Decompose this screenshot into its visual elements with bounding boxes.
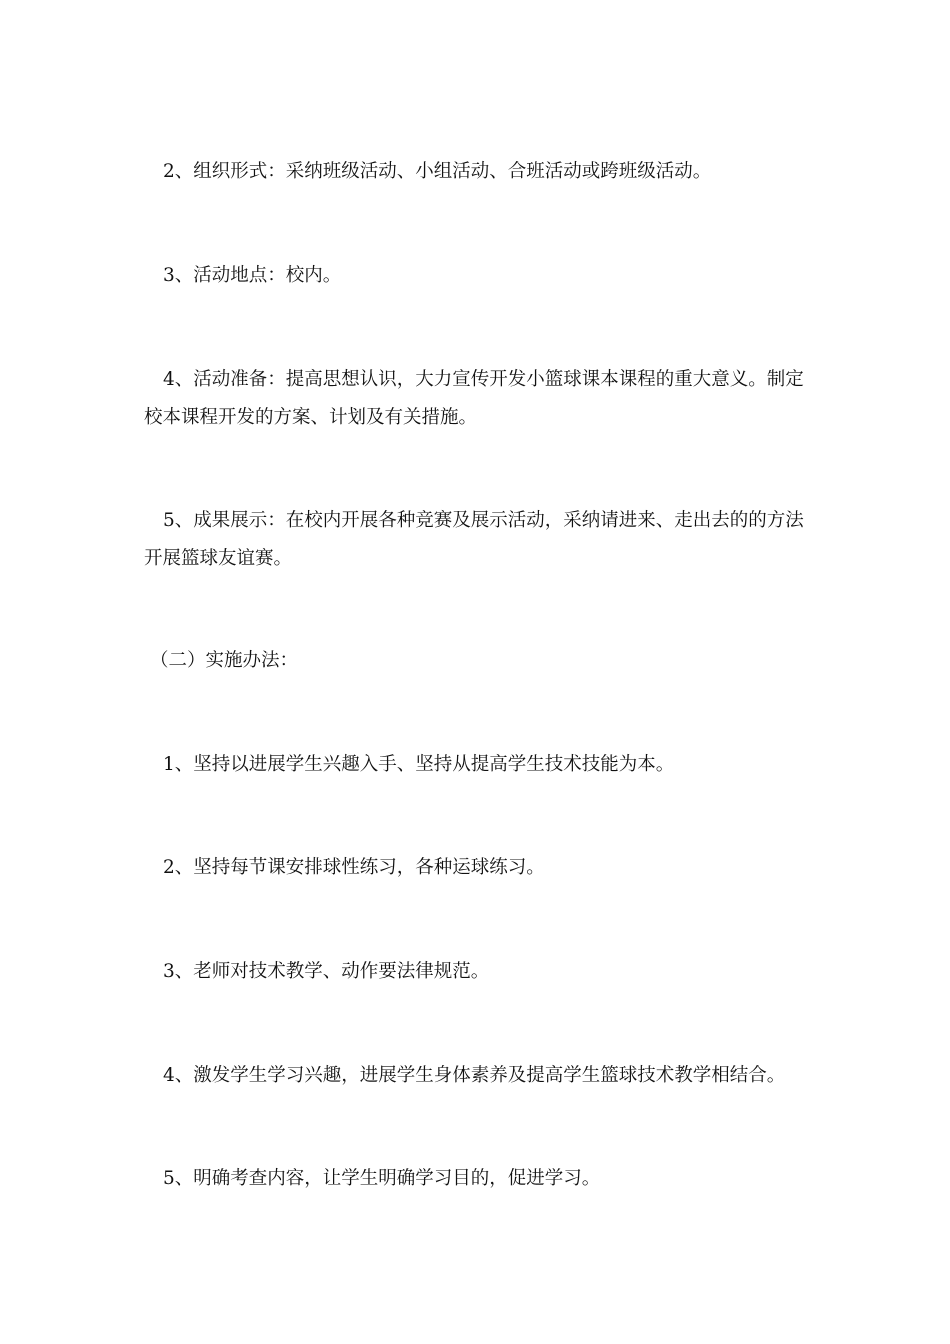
list-item-1: 1、坚持以进展学生兴趣入手、坚持从提高学生技术技能为本。 (163, 754, 675, 775)
list-item-2: 2、坚持每节课安排球性练习，各种运球练习。 (163, 857, 545, 878)
list-item-3: 3、老师对技术教学、动作要法律规范。 (163, 961, 490, 982)
paragraph-activity-preparation: 4、活动准备：提高思想认识，大力宣传开发小篮球课本课程的重大意义。制定校本课程开发的方案、计划及有关措施。 (144, 369, 804, 428)
paragraph-results-display: 5、成果展示：在校内开展各种竞赛及展示活动，采纳请进来、走出去的的方法开展篮球友谊赛。 (144, 510, 804, 569)
list-item-5: 5、明确考查内容，让学生明确学习目的，促进学习。 (163, 1168, 601, 1189)
paragraph-activity-location: 3、活动地点：校内。 (163, 265, 342, 286)
paragraph-organization-form: 2、组织形式：采纳班级活动、小组活动、合班活动或跨班级活动。 (163, 161, 712, 182)
section-heading-implementation: （二）实施办法： (150, 650, 299, 671)
list-item-4: 4、激发学生学习兴趣，进展学生身体素养及提高学生篮球技术教学相结合。 (163, 1065, 786, 1086)
